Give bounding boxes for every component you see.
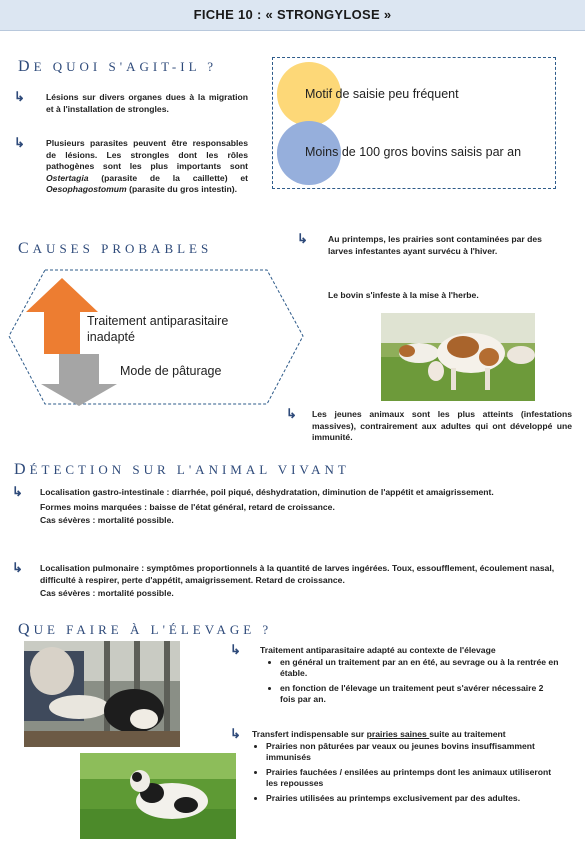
bullet-arrow-icon: ↳: [12, 484, 23, 499]
pulmonary-block: [40, 563, 565, 600]
treatment-item: • en fonction de l'élevage un traitement peut s'avérer nécessaire 2 fois par an.: [280, 683, 560, 706]
section-heading-detection: DÉTECTION SUR L'ANIMAL VIVANT: [14, 461, 350, 478]
bullet-arrow-icon: ↳: [14, 135, 25, 150]
young-animals-note: Les jeunes animaux sont les plus atteints (infestations massives), contrairement aux adultes qui ont développé une immunité.: [312, 409, 572, 442]
bullet-arrow-icon: ↳: [14, 89, 25, 104]
cause-grazing-label: Mode de pâturage: [120, 364, 222, 378]
pasture-transfer-block: [252, 729, 562, 807]
calf-in-grass-photo: [80, 753, 236, 839]
pasture-item: • Prairies utilisées au printemps exclusivement par des adultes.: [266, 793, 562, 805]
treatment-item: • en général un traitement par an en été, au sevrage ou à la rentrée en étable.: [280, 657, 560, 680]
spring-contamination-note: Au printemps, les prairies sont contaminées par des larves infestantes ayant survécu à l'hiver.: [328, 234, 542, 256]
veterinarian-photo: [24, 641, 180, 747]
definition-paragraph-1: Lésions sur divers organes dues à la migration et à l'installation de strongles.: [46, 92, 248, 114]
severe-cases: Cas sévères : mortalité possible.: [40, 588, 174, 598]
pasture-item: • Prairies fauchées / ensilées au printemps dont les animaux utiliseront les repousses: [266, 767, 562, 790]
gastrointestinal-block: [40, 487, 540, 527]
bullet-arrow-icon: ↳: [12, 560, 23, 575]
severe-cases: Cas sévères : mortalité possible.: [40, 515, 174, 525]
cause-treatment-label: Traitement antiparasitaire inadapté: [87, 314, 229, 344]
section-heading-actions: QUE FAIRE À L'ÉLEVAGE ?: [18, 621, 273, 638]
page-title: FICHE 10 : « STRONGYLOSE »: [0, 0, 585, 31]
bullet-arrow-icon: ↳: [230, 726, 241, 741]
grazing-cows-photo: [381, 313, 535, 401]
bullet-arrow-icon: ↳: [297, 231, 308, 246]
pasture-item: • Prairies non pâturées par veaux ou jeunes bovins insuffisamment immunisés: [266, 741, 562, 764]
bullet-arrow-icon: ↳: [230, 642, 241, 657]
treatment-block: [260, 645, 560, 709]
bullet-arrow-icon: ↳: [286, 406, 297, 421]
treatment-list: [260, 657, 560, 706]
infestation-note: Le bovin s'infeste à la mise à l'herbe.: [328, 290, 479, 300]
key-figure-count: Moins de 100 gros bovins saisis par an: [305, 145, 522, 159]
pasture-list: [252, 741, 562, 805]
section-heading-definition: DE QUOI S'AGIT-IL ?: [18, 58, 218, 75]
section-heading-causes: CAUSES PROBABLES: [18, 240, 213, 257]
treatment-heading: Traitement antiparasitaire adapté au contexte de l'élevage: [260, 645, 496, 655]
definition-paragraph-2: Plusieurs parasites peuvent être responsables de lésions. Les strongles dont les rôles pathogènes sont les plus importants sont Ostertagia (parasite de la caillette) et Oesophagostomum (parasite du gros intestin).: [46, 138, 248, 194]
pasture-transfer-heading: Transfert indispensable sur prairies saines suite au traitement: [252, 729, 506, 739]
pulmonary-symptoms: Localisation pulmonaire : symptômes proportionnels à la quantité de larves ingérées. Toux, essoufflement, écoulement nasal, difficulté à respirer, perte d'appétit, amaigrissement. Retard de croissance.: [40, 563, 555, 585]
key-figure-frequency: Motif de saisie peu fréquent: [305, 87, 459, 101]
milder-forms: Formes moins marquées : baisse de l'état général, retard de croissance.: [40, 501, 335, 512]
gastrointestinal-symptoms: Localisation gastro-intestinale : diarrhée, poil piqué, déshydratation, diminution de l'appétit et amaigrissement.: [40, 487, 494, 497]
